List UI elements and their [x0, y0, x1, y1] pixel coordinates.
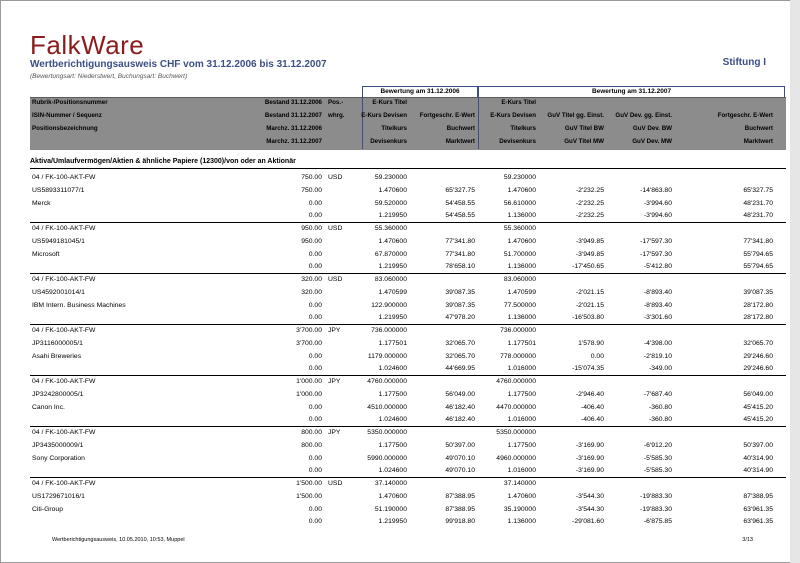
cell-bestand: 950.00 [301, 237, 322, 245]
cell-guv-devisen: -3'301.60 [643, 314, 672, 322]
hdr-whrg: whrg. [328, 112, 345, 119]
cell-bestand: 0.00 [308, 301, 322, 309]
cell-wert-2006: 54'458.55 [445, 199, 475, 207]
cell-guv-titel: -3'949.85 [575, 250, 604, 258]
position-divider [30, 426, 786, 427]
cell-kurs-2006: 1.219950 [378, 314, 407, 322]
cell-kurs-2007: 1.136000 [507, 263, 536, 271]
cell-bestand: 750.00 [301, 174, 322, 181]
cell-kurs-2007: 1.136000 [507, 212, 536, 220]
cell-guv-titel: -406.40 [580, 416, 604, 424]
cell-bestand: 1'000.00 [296, 378, 322, 385]
hdr-marktwert-2007: Marktwert [743, 138, 773, 145]
cell-identifier: 04 / FK-100-AKT-FW [32, 429, 96, 436]
cell-kurs-2007: 51.700000 [503, 250, 536, 258]
hdr-ekurs-titel-2006: E-Kurs Titel [372, 99, 407, 106]
falkware-logo: FalkWare [30, 30, 145, 60]
report-subtitle: (Bewertungsart: Niederstwert, Buchungsart: Buchwert) [30, 73, 188, 80]
cell-kurs-2007: 1.177501 [507, 339, 536, 347]
cell-wert-2007: 45'415.20 [743, 416, 773, 424]
cell-wert-2006: 32'065.70 [445, 352, 475, 360]
cell-currency: JPY [328, 327, 341, 334]
cell-wert-2007: 29'246.60 [743, 365, 773, 373]
cell-identifier: Citi-Group [32, 505, 63, 513]
cell-wert-2007: 55'794.65 [743, 263, 773, 271]
position-divider [30, 222, 786, 223]
hdr-pos: Pos.- [328, 99, 344, 106]
cell-kurs-2006: 5990.000000 [367, 454, 407, 462]
cell-kurs-2006: 83.060000 [374, 276, 407, 283]
cell-guv-devisen: -6'912.20 [643, 441, 672, 449]
hdr-guv-dev-einst: GuV Dev. gg. Einst. [615, 112, 672, 119]
cell-wert-2007: 40'314.90 [743, 454, 773, 462]
cell-bestand: 0.00 [308, 505, 322, 513]
header-separator-2006 [362, 97, 363, 149]
cell-guv-titel: -2'232.25 [575, 199, 604, 207]
cell-kurs-2007: 56.610000 [503, 199, 536, 207]
cell-bestand: 0.00 [308, 518, 322, 526]
cell-guv-devisen: -14'863.80 [640, 186, 672, 194]
cell-kurs-2007: 55.360000 [503, 225, 536, 232]
cell-guv-devisen: -19'883.30 [640, 492, 672, 500]
cell-wert-2006: 56'049.00 [445, 390, 475, 398]
cell-identifier: 04 / FK-100-AKT-FW [32, 378, 96, 385]
hdr-devisenkurs-2006: Devisenkurs [370, 138, 407, 145]
cell-wert-2007: 28'172.80 [743, 314, 773, 322]
hdr-guv-titel-mw: GuV Titel MW [564, 138, 604, 145]
hdr-bezeichnung: Positionsbezeichnung [32, 125, 98, 132]
cell-guv-titel: -2'232.25 [575, 212, 604, 220]
cell-wert-2006: 87'388.95 [445, 505, 475, 513]
cell-bestand: 0.00 [308, 212, 322, 220]
cell-identifier: IBM Intern. Business Machines [32, 301, 126, 309]
hdr-ekurs-devisen-2006: E-Kurs Devisen [361, 112, 407, 119]
cell-kurs-2007: 4760.000000 [496, 378, 536, 385]
cell-kurs-2007: 1.470599 [507, 288, 536, 296]
cell-identifier: 04 / FK-100-AKT-FW [32, 480, 96, 487]
cell-guv-titel: -2'232.25 [575, 186, 604, 194]
cell-identifier: US5949181045/1 [32, 237, 85, 245]
table-header [30, 97, 786, 150]
hdr-marchz-2006: Marchz. 31.12.2006 [266, 125, 322, 132]
cell-guv-titel: -3'169.90 [575, 454, 604, 462]
cell-wert-2007: 40'314.90 [743, 467, 773, 475]
client-name: Stiftung I [722, 57, 766, 68]
cell-wert-2007: 55'794.65 [743, 250, 773, 258]
cell-kurs-2006: 1.024600 [378, 365, 407, 373]
hdr-guv-dev-mw: GuV Dev. MW [632, 138, 672, 145]
valuation-2006-header: Bewertung am 31.12.2006 [362, 86, 478, 98]
cell-guv-devisen: -5'412.80 [643, 263, 672, 271]
cell-wert-2006: 87'388.95 [445, 492, 475, 500]
cell-kurs-2007: 1.136000 [507, 518, 536, 526]
hdr-guv-dev-bw: GuV Dev. BW [632, 125, 672, 132]
cell-bestand: 1'500.00 [296, 480, 322, 487]
section-divider [30, 168, 786, 169]
cell-wert-2006: 44'669.95 [445, 365, 475, 373]
cell-bestand: 1'000.00 [296, 390, 322, 398]
cell-kurs-2007: 4470.000000 [496, 403, 536, 411]
hdr-rubrik: Rubrik-/Positionsnummer [32, 99, 108, 106]
hdr-fortgeschr-ewert-2007: Fortgeschr. E-Wert [717, 112, 773, 119]
cell-identifier: US5893311077/1 [32, 186, 85, 194]
cell-wert-2007: 48'231.70 [743, 212, 773, 220]
cell-guv-devisen: -360.80 [648, 403, 672, 411]
cell-bestand: 0.00 [308, 352, 322, 360]
cell-bestand: 3'700.00 [296, 327, 322, 334]
cell-wert-2007: 77'341.80 [743, 237, 773, 245]
position-divider [30, 375, 786, 376]
cell-bestand: 0.00 [308, 416, 322, 424]
cell-wert-2006: 46'182.40 [445, 403, 475, 411]
cell-kurs-2007: 1.470600 [507, 237, 536, 245]
cell-guv-devisen: -4'398.00 [643, 339, 672, 347]
position-divider [30, 273, 786, 274]
valuation-2007-header: Bewertung am 31.12.2007 [478, 86, 785, 98]
cell-kurs-2006: 59.230000 [374, 174, 407, 181]
cell-guv-devisen: -8'893.40 [643, 301, 672, 309]
cell-kurs-2006: 51.190000 [374, 505, 407, 513]
cell-wert-2007: 50'397.00 [743, 441, 773, 449]
cell-wert-2006: 50'397.00 [445, 441, 475, 449]
cell-wert-2007: 63'961.35 [743, 518, 773, 526]
cell-currency: USD [328, 174, 343, 181]
cell-bestand: 1'500.00 [296, 492, 322, 500]
cell-guv-titel: -3'544.30 [575, 505, 604, 513]
cell-kurs-2007: 1.177500 [507, 441, 536, 449]
cell-kurs-2006: 5350.000000 [367, 429, 407, 436]
cell-bestand: 800.00 [301, 429, 322, 436]
cell-kurs-2006: 1.177501 [378, 339, 407, 347]
cell-guv-titel: -3'544.30 [575, 492, 604, 500]
cell-identifier: Microsoft [32, 250, 60, 258]
page-edge-shadow [790, 0, 800, 563]
cell-bestand: 0.00 [308, 250, 322, 258]
cell-wert-2007: 39'087.35 [743, 288, 773, 296]
cell-identifier: US4592001014/1 [32, 288, 85, 296]
hdr-buchwert-2007: Buchwert [744, 125, 773, 132]
cell-guv-titel: -2'021.15 [575, 301, 604, 309]
cell-guv-devisen: -17'597.30 [640, 250, 672, 258]
cell-currency: USD [328, 480, 343, 487]
cell-kurs-2007: 1.177500 [507, 390, 536, 398]
cell-wert-2007: 45'415.20 [743, 403, 773, 411]
header-top-line [30, 97, 786, 98]
cell-kurs-2007: 1.016000 [507, 416, 536, 424]
cell-wert-2006: 49'070.10 [445, 454, 475, 462]
cell-guv-titel: -3'169.90 [575, 441, 604, 449]
page-number: 3/13 [742, 537, 753, 543]
cell-wert-2006: 46'182.40 [445, 416, 475, 424]
cell-bestand: 320.00 [301, 276, 322, 283]
cell-kurs-2006: 37.140000 [374, 480, 407, 487]
cell-kurs-2006: 1.177500 [378, 390, 407, 398]
cell-kurs-2006: 1.470600 [378, 237, 407, 245]
position-divider [30, 324, 786, 325]
cell-identifier: 04 / FK-100-AKT-FW [32, 327, 96, 334]
hdr-guv-titel-einst: GuV Titel gg. Einst. [547, 112, 604, 119]
cell-wert-2006: 32'065.70 [445, 339, 475, 347]
cell-bestand: 0.00 [308, 263, 322, 271]
cell-kurs-2006: 67.870000 [374, 250, 407, 258]
cell-wert-2007: 65'327.75 [743, 186, 773, 194]
cell-wert-2006: 49'070.10 [445, 467, 475, 475]
hdr-devisenkurs-2007: Devisenkurs [499, 138, 536, 145]
cell-guv-devisen: -17'597.30 [640, 237, 672, 245]
cell-kurs-2007: 736.000000 [500, 327, 536, 334]
report-title: Wertberichtigungsausweis CHF vom 31.12.2006 bis 31.12.2007 [30, 59, 327, 70]
hdr-ekurs-devisen-2007: E-Kurs Devisen [490, 112, 536, 119]
cell-kurs-2006: 1.470600 [378, 186, 407, 194]
cell-identifier: JP3116000005/1 [32, 339, 83, 347]
cell-bestand: 0.00 [308, 403, 322, 411]
cell-bestand: 320.00 [301, 288, 322, 296]
cell-kurs-2007: 77.500000 [503, 301, 536, 309]
cell-wert-2006: 54'458.55 [445, 212, 475, 220]
cell-bestand: 0.00 [308, 365, 322, 373]
cell-wert-2006: 47'978.20 [445, 314, 475, 322]
cell-kurs-2006: 1179.000000 [367, 352, 407, 360]
hdr-guv-titel-bw: GuV Titel BW [564, 125, 604, 132]
cell-identifier: 04 / FK-100-AKT-FW [32, 276, 96, 283]
hdr-isin: ISIN-Nummer / Sequenz [32, 112, 102, 119]
cell-kurs-2007: 1.470600 [507, 186, 536, 194]
cell-guv-titel: 1'578.90 [578, 339, 604, 347]
cell-kurs-2006: 1.219950 [378, 212, 407, 220]
cell-identifier: Canon Inc. [32, 403, 65, 411]
header-separator-2007 [478, 97, 479, 149]
cell-kurs-2006: 122.900000 [371, 301, 407, 309]
cell-wert-2006: 78'658.10 [445, 263, 475, 271]
cell-wert-2007: 29'246.60 [743, 352, 773, 360]
cell-guv-devisen: -5'585.30 [643, 454, 672, 462]
cell-kurs-2007: 1.136000 [507, 314, 536, 322]
cell-kurs-2006: 1.024600 [378, 467, 407, 475]
cell-guv-titel: -16'503.80 [572, 314, 604, 322]
cell-wert-2006: 99'918.80 [445, 518, 475, 526]
cell-bestand: 0.00 [308, 314, 322, 322]
cell-kurs-2006: 736.000000 [371, 327, 407, 334]
cell-bestand: 3'700.00 [296, 339, 322, 347]
cell-guv-titel: -29'081.60 [572, 518, 604, 526]
hdr-marktwert-2006: Marktwert [445, 138, 475, 145]
cell-bestand: 0.00 [308, 467, 322, 475]
cell-kurs-2007: 83.060000 [503, 276, 536, 283]
cell-wert-2007: 28'172.80 [743, 301, 773, 309]
position-divider [30, 477, 786, 478]
cell-guv-devisen: -5'585.30 [643, 467, 672, 475]
cell-bestand: 750.00 [301, 186, 322, 194]
cell-guv-devisen: -3'994.60 [643, 212, 672, 220]
cell-currency: JPY [328, 378, 341, 385]
cell-kurs-2007: 1.016000 [507, 365, 536, 373]
cell-identifier: Asahi Breweries [32, 352, 82, 360]
cell-kurs-2007: 1.470600 [507, 492, 536, 500]
hdr-titelkurs-2006: Titelkurs [381, 125, 407, 132]
cell-guv-titel: 0.00 [590, 352, 604, 360]
cell-kurs-2006: 4760.000000 [367, 378, 407, 385]
cell-guv-titel: -406.40 [580, 403, 604, 411]
cell-guv-titel: -17'450.65 [572, 263, 604, 271]
cell-guv-devisen: -19'883.30 [640, 505, 672, 513]
cell-bestand: 0.00 [308, 454, 322, 462]
cell-kurs-2006: 1.470599 [378, 288, 407, 296]
cell-kurs-2006: 1.219950 [378, 518, 407, 526]
cell-kurs-2007: 1.016000 [507, 467, 536, 475]
hdr-ekurs-titel-2007: E-Kurs Titel [501, 99, 536, 106]
hdr-buchwert-2006: Buchwert [446, 125, 475, 132]
cell-guv-titel: -2'946.40 [575, 390, 604, 398]
cell-kurs-2006: 59.520000 [374, 199, 407, 207]
cell-guv-titel: -15'074.35 [572, 365, 604, 373]
cell-kurs-2006: 55.360000 [374, 225, 407, 232]
cell-kurs-2006: 1.219950 [378, 263, 407, 271]
cell-kurs-2007: 35.190000 [503, 505, 536, 513]
cell-kurs-2006: 1.177500 [378, 441, 407, 449]
cell-guv-titel: -3'949.85 [575, 237, 604, 245]
cell-identifier: Merck [32, 199, 51, 207]
cell-identifier: 04 / FK-100-AKT-FW [32, 174, 96, 181]
cell-identifier: JP3242800005/1 [32, 390, 84, 398]
cell-guv-devisen: -2'819.10 [643, 352, 672, 360]
footer-text: Wertberichtigungsausweis, 10.05.2010, 10:53, Muppel [52, 537, 185, 543]
cell-kurs-2007: 37.140000 [503, 480, 536, 487]
cell-wert-2007: 32'065.70 [743, 339, 773, 347]
hdr-bestand-2006: Bestand 31.12.2006 [264, 99, 322, 106]
hdr-bestand-2007: Bestand 31.12.2007 [264, 112, 322, 119]
cell-currency: JPY [328, 429, 341, 436]
cell-bestand: 0.00 [308, 199, 322, 207]
section-title: Aktiva/Umlaufvermögen/Aktien & ähnliche Papiere (12300)/von oder an Aktionär [30, 158, 296, 165]
cell-currency: USD [328, 276, 343, 283]
cell-wert-2007: 56'049.00 [743, 390, 773, 398]
cell-wert-2007: 87'388.95 [743, 492, 773, 500]
hdr-titelkurs-2007: Titelkurs [510, 125, 536, 132]
cell-guv-titel: -2'021.15 [575, 288, 604, 296]
cell-identifier: JP3435000009/1 [32, 441, 84, 449]
cell-identifier: 04 / FK-100-AKT-FW [32, 225, 96, 232]
cell-guv-devisen: -3'994.60 [643, 199, 672, 207]
cell-currency: USD [328, 225, 343, 232]
cell-guv-devisen: -349.00 [648, 365, 672, 373]
cell-kurs-2007: 778.000000 [500, 352, 536, 360]
cell-wert-2007: 63'961.35 [743, 505, 773, 513]
cell-identifier: Sony Corporation [32, 454, 85, 462]
cell-kurs-2006: 1.470600 [378, 492, 407, 500]
cell-wert-2006: 65'327.75 [445, 186, 475, 194]
cell-guv-devisen: -7'687.40 [643, 390, 672, 398]
cell-bestand: 950.00 [301, 225, 322, 232]
cell-wert-2006: 39'087.35 [445, 288, 475, 296]
cell-kurs-2006: 1.024600 [378, 416, 407, 424]
cell-kurs-2007: 59.230000 [503, 174, 536, 181]
cell-guv-titel: -3'169.90 [575, 467, 604, 475]
cell-wert-2006: 77'341.80 [445, 250, 475, 258]
cell-guv-devisen: -6'875.85 [643, 518, 672, 526]
cell-wert-2006: 39'087.35 [445, 301, 475, 309]
cell-bestand: 800.00 [301, 441, 322, 449]
hdr-fortgeschr-ewert-2006: Fortgeschr. E-Wert [419, 112, 475, 119]
cell-identifier: US1729671016/1 [32, 492, 85, 500]
hdr-marchz-2007: Marchz. 31.12.2007 [266, 138, 322, 145]
cell-guv-devisen: -360.80 [648, 416, 672, 424]
cell-kurs-2006: 4510.000000 [367, 403, 407, 411]
cell-kurs-2007: 5350.000000 [496, 429, 536, 436]
cell-wert-2007: 48'231.70 [743, 199, 773, 207]
cell-wert-2006: 77'341.80 [445, 237, 475, 245]
cell-guv-devisen: -8'893.40 [643, 288, 672, 296]
cell-kurs-2007: 4960.000000 [496, 454, 536, 462]
